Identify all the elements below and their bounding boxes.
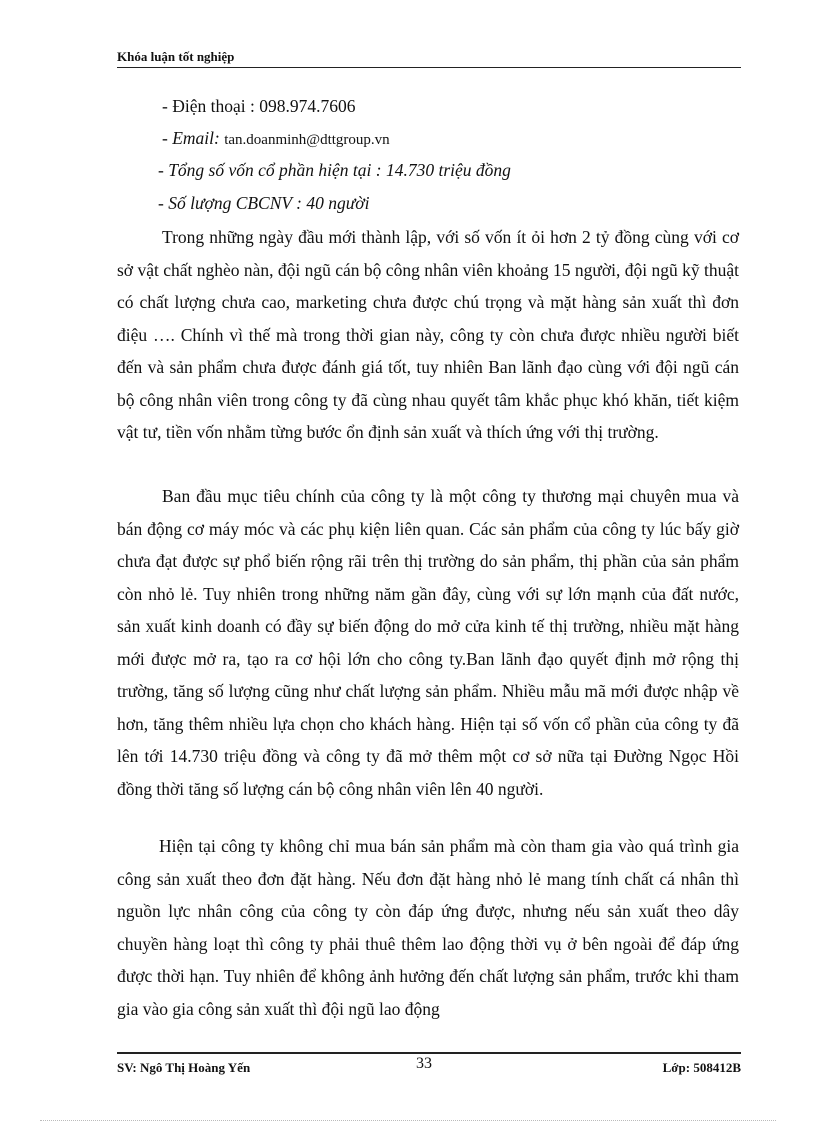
header-divider — [117, 67, 741, 68]
email-label: - Email: — [162, 128, 220, 148]
email-value: tan.doanminh@dttgroup.vn — [224, 132, 390, 148]
contact-phone: - Điện thoại : 098.974.7606 — [162, 96, 356, 116]
page-bottom-border — [40, 1120, 776, 1121]
header-title: Khóa luận tốt nghiệp — [117, 49, 235, 64]
contact-capital: - Tổng số vốn cổ phần hiện tại : 14.730 triệu đồng — [158, 160, 511, 180]
paragraph-3: Hiện tại công ty không chỉ mua bán sản phẩm mà còn tham gia vào quá trình gia công sản xuất theo đơn đặt hàng. Nếu đơn đặt hàng nhỏ lẻ mang tính chất cá nhân thì nguồn lực nhân công của công ty còn đáp ứng được, nhưng nếu sản xuất theo dây chuyền hàng loạt thì công ty phải thuê thêm lao động thời vụ ở bên ngoài để đáp ứng được thời hạn. Tuy nhiên để không ảnh hưởng đến chất lượng sản phẩm, trước khi tham gia vào gia công sản xuất thì đội ngũ lao động — [117, 836, 739, 1019]
contact-email — [162, 128, 390, 149]
contact-staff: - Số lượng CBCNV : 40 người — [158, 193, 370, 213]
paragraph-1: Trong những ngày đầu mới thành lập, với số vốn ít ỏi hơn 2 tỷ đồng cùng với cơ sở vật chất nghèo nàn, đội ngũ cán bộ công nhân viên khoảng 15 người, đội ngũ kỹ thuật có chất lượng chưa cao, marketing chưa được chú trọng và mặt hàng sản xuất thì đơn điệu …. Chính vì thế mà trong thời gian này, công ty còn chưa được nhiều người biết đến và sản phẩm chưa được đánh giá tốt, tuy nhiên Ban lãnh đạo cùng với đội ngũ cán bộ công nhân viên trong công ty đã cùng nhau quyết tâm khắc phục khó khăn, tiết kiệm vật tư, tiền vốn nhằm từng bước ổn định sản xuất và thích ứng với thị trường. — [117, 227, 739, 442]
footer-class: Lớp: 508412B — [662, 1060, 741, 1075]
page-number: 33 — [416, 1055, 432, 1072]
footer-student: SV: Ngô Thị Hoàng Yến — [117, 1060, 251, 1075]
footer-divider — [117, 1052, 741, 1054]
paragraph-2: Ban đầu mục tiêu chính của công ty là một công ty thương mại chuyên mua và bán động cơ máy móc và các phụ kiện liên quan. Các sản phẩm của công ty lúc bấy giờ chưa đạt được sự phổ biến rộng rãi trên thị trường do sản phẩm, thị phần của sản phẩm còn nhỏ lẻ. Tuy nhiên trong những năm gần đây, cùng với sự lớn mạnh của đất nước, sản xuất kinh doanh có đầy sự biến động do mở cửa kinh tế thị trường, nhiều mặt hàng mới được mở ra, tạo ra cơ hội lớn cho công ty.Ban lãnh đạo quyết định mở rộng thị trường, tăng số lượng cũng như chất lượng sản phẩm. Nhiều mẫu mã mới được nhập về hơn, tăng thêm nhiều lựa chọn cho khách hàng. Hiện tại số vốn cổ phần của công ty đã lên tới 14.730 triệu đồng và công ty đã mở thêm một cơ sở nữa tại Đường Ngọc Hồi đồng thời tăng số lượng cán bộ công nhân viên lên 40 người. — [117, 486, 739, 799]
